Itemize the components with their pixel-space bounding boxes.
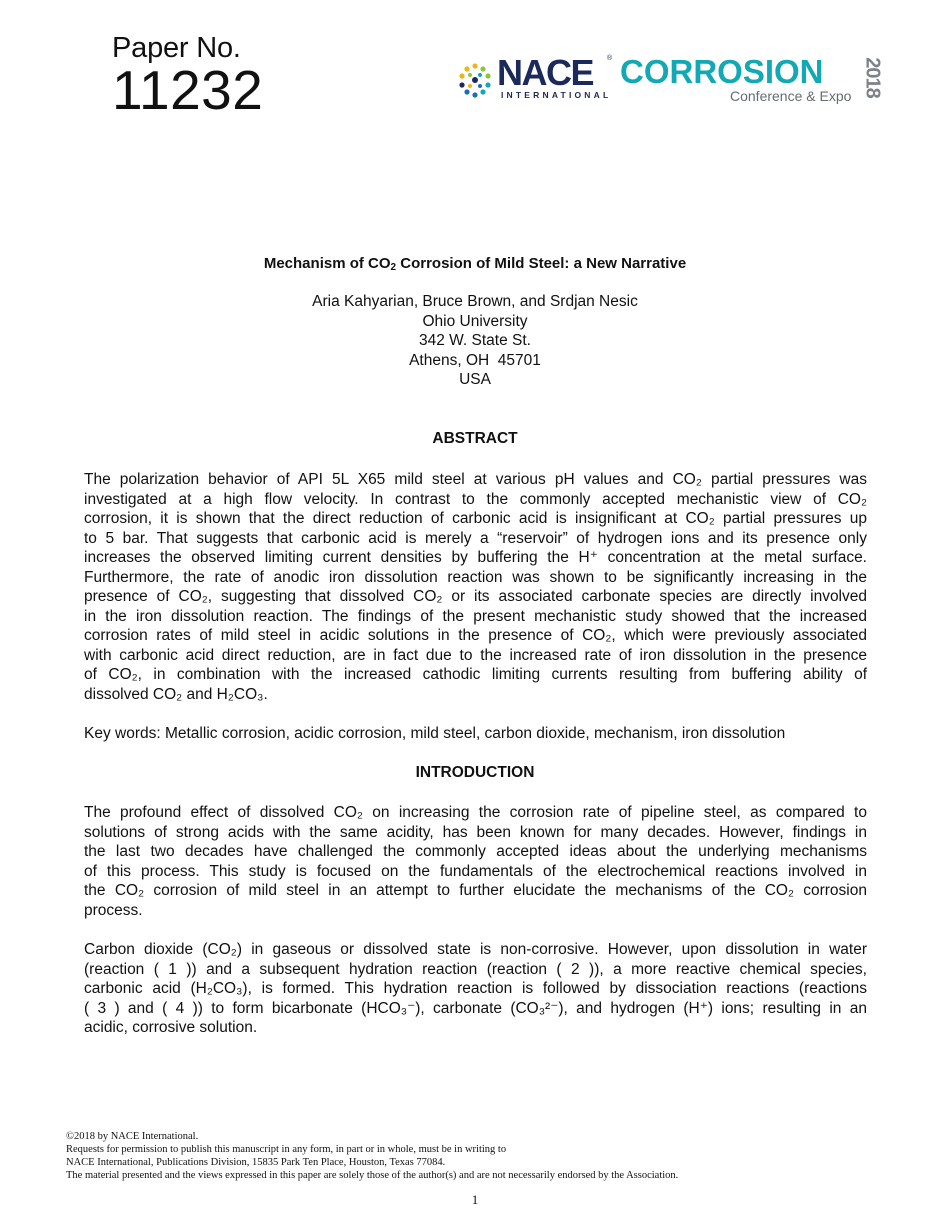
intro-line: solutions of strong acids with the same acidity, has been known for many decades. However, findings in (84, 823, 867, 841)
conference-logo (455, 52, 895, 115)
abstract-line: dissolved CO₂ and H₂CO₃. (84, 685, 268, 703)
abstract-line: presence of CO₂, suggesting that dissolved CO₂ or its associated carbonate species are directly involved (84, 588, 867, 605)
author-block (0, 292, 950, 390)
intro-line: the CO₂ corrosion of mild steel in an attempt to further elucidate the mechanisms of the CO₂ corrosion (84, 882, 867, 899)
abstract-paragraph (84, 470, 867, 704)
keywords-line: Key words: Metallic corrosion, acidic corrosion, mild steel, carbon dioxide, mechanism, iron dissolution (84, 725, 786, 742)
corrosion-wordmark: CORROSION (620, 53, 824, 90)
intro-line: acidic, corrosive solution. (84, 1019, 258, 1036)
nace-wordmark: NACE (497, 52, 594, 93)
intro-line: The profound effect of dissolved CO₂ on increasing the corrosion rate of pipeline steel, as compared to (84, 804, 867, 821)
nace-subtitle: INTERNATIONAL (501, 90, 612, 100)
copyright-line: ©2018 by NACE International. (66, 1131, 199, 1142)
abstract-line: in the iron dissolution reaction. The findings of the present mechanistic study showed that the increased (84, 607, 867, 625)
disclaimer-line: The material presented and the views expressed in this paper are solely those of the author(s) and are not necessarily endorsed by the Association. (66, 1170, 679, 1181)
copyright-footer (66, 1130, 678, 1182)
abstract-line: The polarization behavior of API 5L X65 mild steel at various pH values and CO₂ partial pressures was (84, 471, 867, 488)
abstract-line: with carbonic acid direct reduction, are in fact due to the increased rate of iron dissolution in the presence (84, 646, 867, 664)
author-city: Athens, OH 45701 (409, 351, 541, 369)
intro-line: (reaction ( 1 )) and a subsequent hydration reaction (reaction ( 2 )), a more reactive chemical species, (84, 960, 867, 978)
intro-line: the last two decades have challenged the commonly accepted ideas about the underlying mechanisms (84, 843, 867, 860)
author-affiliation: Ohio University (422, 312, 528, 330)
abstract-line: corrosion, it is shown that the direct reduction of carbonic acid is insignificant at CO₂ partial pressures up (84, 510, 867, 527)
abstract-line: Furthermore, the rate of anodic iron dissolution reaction was shown to be significantly increasing in the (84, 568, 867, 586)
abstract-line: to 5 bar. That suggests that carbonic acid is merely a “reservoir” of hydrogen ions and its presence only (84, 529, 867, 547)
introduction-paragraph-2 (84, 940, 867, 1038)
conference-year: 2018 (861, 57, 884, 98)
keywords (84, 724, 867, 744)
page-number: 1 (471, 1192, 479, 1207)
paper-number: 11232 (112, 59, 264, 121)
abstract-heading: ABSTRACT (432, 430, 518, 447)
nace-globe-icon (455, 59, 495, 101)
registered-mark: ® (607, 55, 613, 62)
introduction-heading: INTRODUCTION (415, 764, 535, 781)
paper-title: Mechanism of CO2 Corrosion of Mild Steel: a New Narrative (263, 255, 687, 273)
intro-line: ( 3 ) and ( 4 )) to form bicarbonate (HCO₃⁻), carbonate (CO₃²⁻), and hydrogen (H⁺) ions; resulting in an (84, 999, 867, 1017)
introduction-paragraph-1 (84, 803, 867, 920)
author-country: USA (459, 371, 491, 388)
intro-line: process. (84, 901, 143, 919)
paper-number-block (112, 32, 264, 121)
address-line: NACE International, Publications Division, 15835 Park Ten Place, Houston, Texas 77084. (66, 1157, 446, 1168)
intro-line: Carbon dioxide (CO₂) in gaseous or dissolved state is non-corrosive. However, upon dissolution in water (84, 941, 867, 958)
abstract-line: increases the observed limiting current densities by buffering the H⁺ concentration at the metal surface. (84, 549, 867, 566)
abstract-line: investigated at a high flow velocity. In contrast to the commonly accepted mechanistic view of CO₂ (84, 490, 867, 508)
intro-line: of this process. This study is focused on the fundamentals of the electrochemical reactions involved in (84, 862, 867, 880)
abstract-line: corrosion rates of mild steel in acidic solutions in the presence of CO₂, which were previously associated (84, 627, 867, 644)
conference-expo-label: Conference & Expo (730, 88, 852, 104)
intro-line: carbonic acid (H₂CO₃), is formed. This hydration reaction is followed by dissociation reactions (reactions (84, 980, 867, 997)
author-street: 342 W. State St. (418, 332, 531, 349)
author-names: Aria Kahyarian, Bruce Brown, and Srdjan Nesic (312, 293, 638, 310)
permission-line: Requests for permission to publish this manuscript in any form, in part or in whole, must be in writing to (66, 1144, 507, 1155)
abstract-line: of CO₂, in combination with the increased cathodic limiting currents resulting from buffering ability of (84, 666, 867, 683)
paper-label: Paper No. (112, 32, 241, 64)
